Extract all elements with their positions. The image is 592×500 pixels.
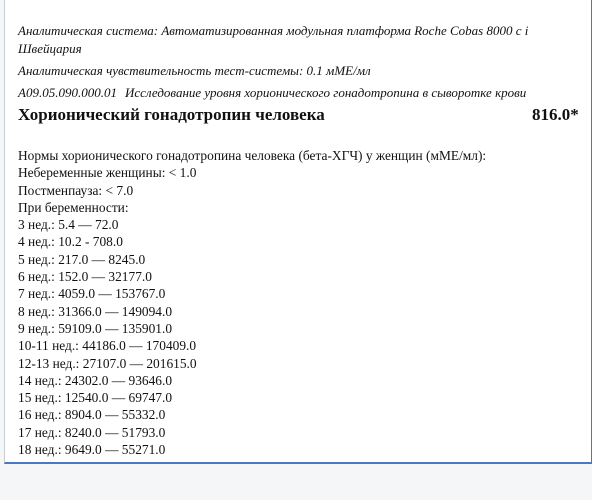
report-sheet [4, 0, 592, 464]
pregnancy-week-norm: 7 нед.: 4059.0 — 153767.0 [18, 286, 166, 302]
norm-postmenopause: Постменпауза: < 7.0 [18, 182, 134, 198]
reference-norms [18, 147, 588, 458]
norm-nonpregnant: Небеременные женщины: < 1.0 [18, 165, 197, 181]
pregnancy-week-norm: 14 нед.: 24302.0 — 93646.0 [18, 372, 173, 388]
pregnancy-week-norm: 18 нед.: 9649.0 — 55271.0 [18, 442, 166, 458]
pregnancy-week-norm: 17 нед.: 8240.0 — 51793.0 [18, 424, 166, 440]
pregnancy-week-norm: 8 нед.: 31366.0 — 149094.0 [18, 303, 173, 319]
sensitivity-line: Аналитическая чувствительность тест-системы: 0.1 мМЕ/мл [18, 63, 371, 78]
analytical-system-line-continued: Швейцария [18, 41, 82, 56]
result-value: 816.0* [532, 105, 579, 124]
pregnancy-week-norm: 6 нед.: 152.0 — 32177.0 [18, 269, 152, 285]
pregnancy-week-norm: 12-13 нед.: 27107.0 — 201615.0 [18, 355, 197, 371]
pregnancy-week-norm: 5 нед.: 217.0 — 8245.0 [18, 251, 146, 267]
study-code: A09.05.090.000.01 [18, 85, 117, 100]
analytical-system-line: Аналитическая система: Автоматизированная модульная платформа Roche Cobas 8000 с i [18, 23, 529, 38]
pregnancy-week-norm: 16 нед.: 8904.0 — 55332.0 [18, 407, 166, 423]
pregnancy-week-norm: 3 нед.: 5.4 — 72.0 [18, 217, 119, 233]
pregnancy-week-norm: 15 нед.: 12540.0 — 69747.0 [18, 390, 173, 406]
norms-title: Нормы хорионического гонадотропина человека (бета-ХГЧ) у женщин (мМЕ/мл): [18, 148, 487, 163]
result-title: Хорионический гонадотропин человека [18, 105, 325, 124]
study-code-line [18, 84, 526, 102]
pregnancy-week-norm: 4 нед.: 10.2 - 708.0 [18, 234, 123, 250]
pregnancy-week-norm: 9 нед.: 59109.0 — 135901.0 [18, 320, 173, 336]
study-name: Исследование уровня хорионического гонадотропина в сыворотке крови [124, 85, 527, 100]
pregnancy-week-norm: 10-11 нед.: 44186.0 — 170409.0 [18, 338, 197, 354]
pregnancy-label: При беременности: [18, 199, 129, 215]
